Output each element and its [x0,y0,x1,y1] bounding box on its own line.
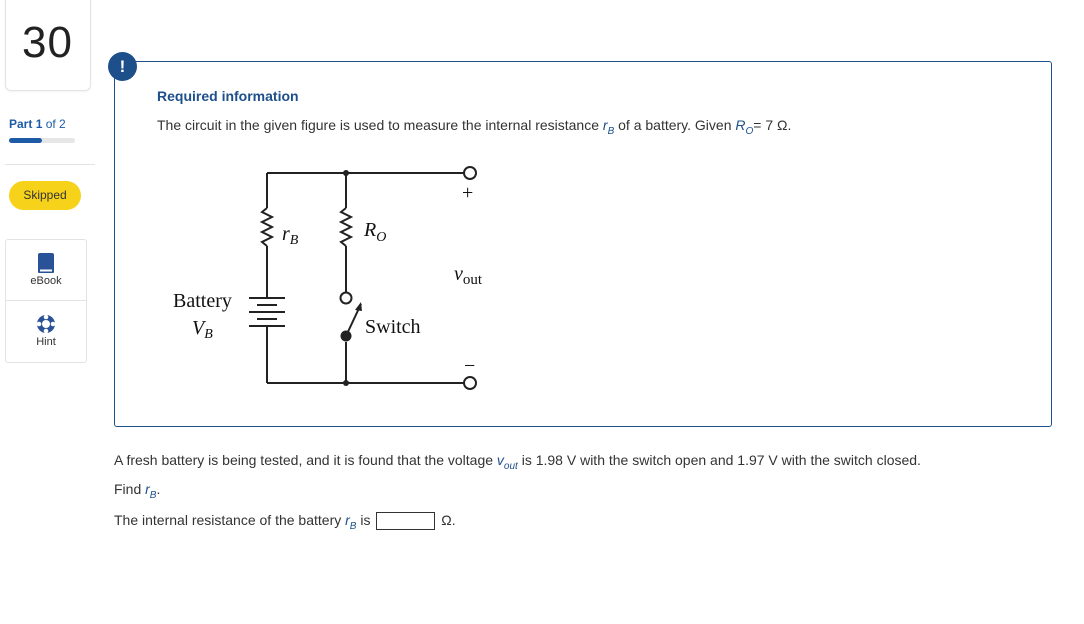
desc-prefix: The circuit in the given figure is used to measure the internal resistance [157,117,600,133]
question-number-card [5,0,91,91]
switch-label: Switch [365,316,421,338]
hint-label: Hint [36,336,56,348]
switch-arrowhead [355,302,362,311]
answer-input[interactable] [376,512,435,530]
problem-description [157,117,791,137]
part-prefix: Part [9,117,33,131]
answer-prefix: The internal resistance of the battery [114,512,342,528]
negative-terminal [464,377,476,389]
question-rb-symbol: $r_B$ [145,480,157,501]
required-information-title: Required information [157,88,299,104]
ebook-label: eBook [30,275,62,287]
desc-value: = 7 Ω. [753,117,792,133]
part-current: 1 [35,117,43,131]
hint-button[interactable] [6,301,86,361]
plus-sign: + [462,182,474,204]
battery-label: Battery [173,290,232,312]
positive-terminal [464,167,476,179]
ebook-button[interactable] [6,240,86,300]
desc-middle: of a battery. Given [618,117,732,133]
alert-icon: ! [108,52,137,81]
top-junction [343,170,349,176]
status-badge: Skipped [9,181,81,210]
tools-panel [5,239,87,363]
question-vout-symbol: $v_{out}$ [496,452,518,472]
answer-rb-symbol: $r_B$ [345,512,357,532]
rb-label: $r_B$ [282,223,299,248]
switch-open-contact [341,293,352,304]
question-number: 30 [22,18,73,67]
resistor-rb [262,208,272,246]
vout-label: $v_{out}$ [454,263,483,288]
answer-is: is [360,512,371,528]
switch-pivot [341,331,352,342]
answer-row [114,512,456,532]
part-total: of 2 [45,117,66,131]
answer-unit: Ω. [441,512,456,528]
desc-ro-symbol: $R_O$ [735,117,754,137]
part-progress-bar [9,138,75,143]
part-progress-fill [9,138,42,143]
vb-label: $V_B$ [192,317,213,342]
question-text: A fresh battery is being tested, and it is found that the voltage $v_{out}$ is 1.98 V with the switch open and 1.97 V with the switch closed. Find $r_B$. [114,452,921,501]
lifebuoy-icon [35,313,57,335]
part-indicator [9,117,66,131]
book-icon [35,252,57,274]
minus-sign: − [464,355,476,377]
resistor-ro [341,208,351,246]
rail-divider [5,164,95,165]
bottom-junction [343,380,349,386]
ro-label: $R_O$ [364,219,387,245]
desc-rb-symbol: $r_B$ [602,117,615,137]
circuit-diagram [150,158,510,398]
